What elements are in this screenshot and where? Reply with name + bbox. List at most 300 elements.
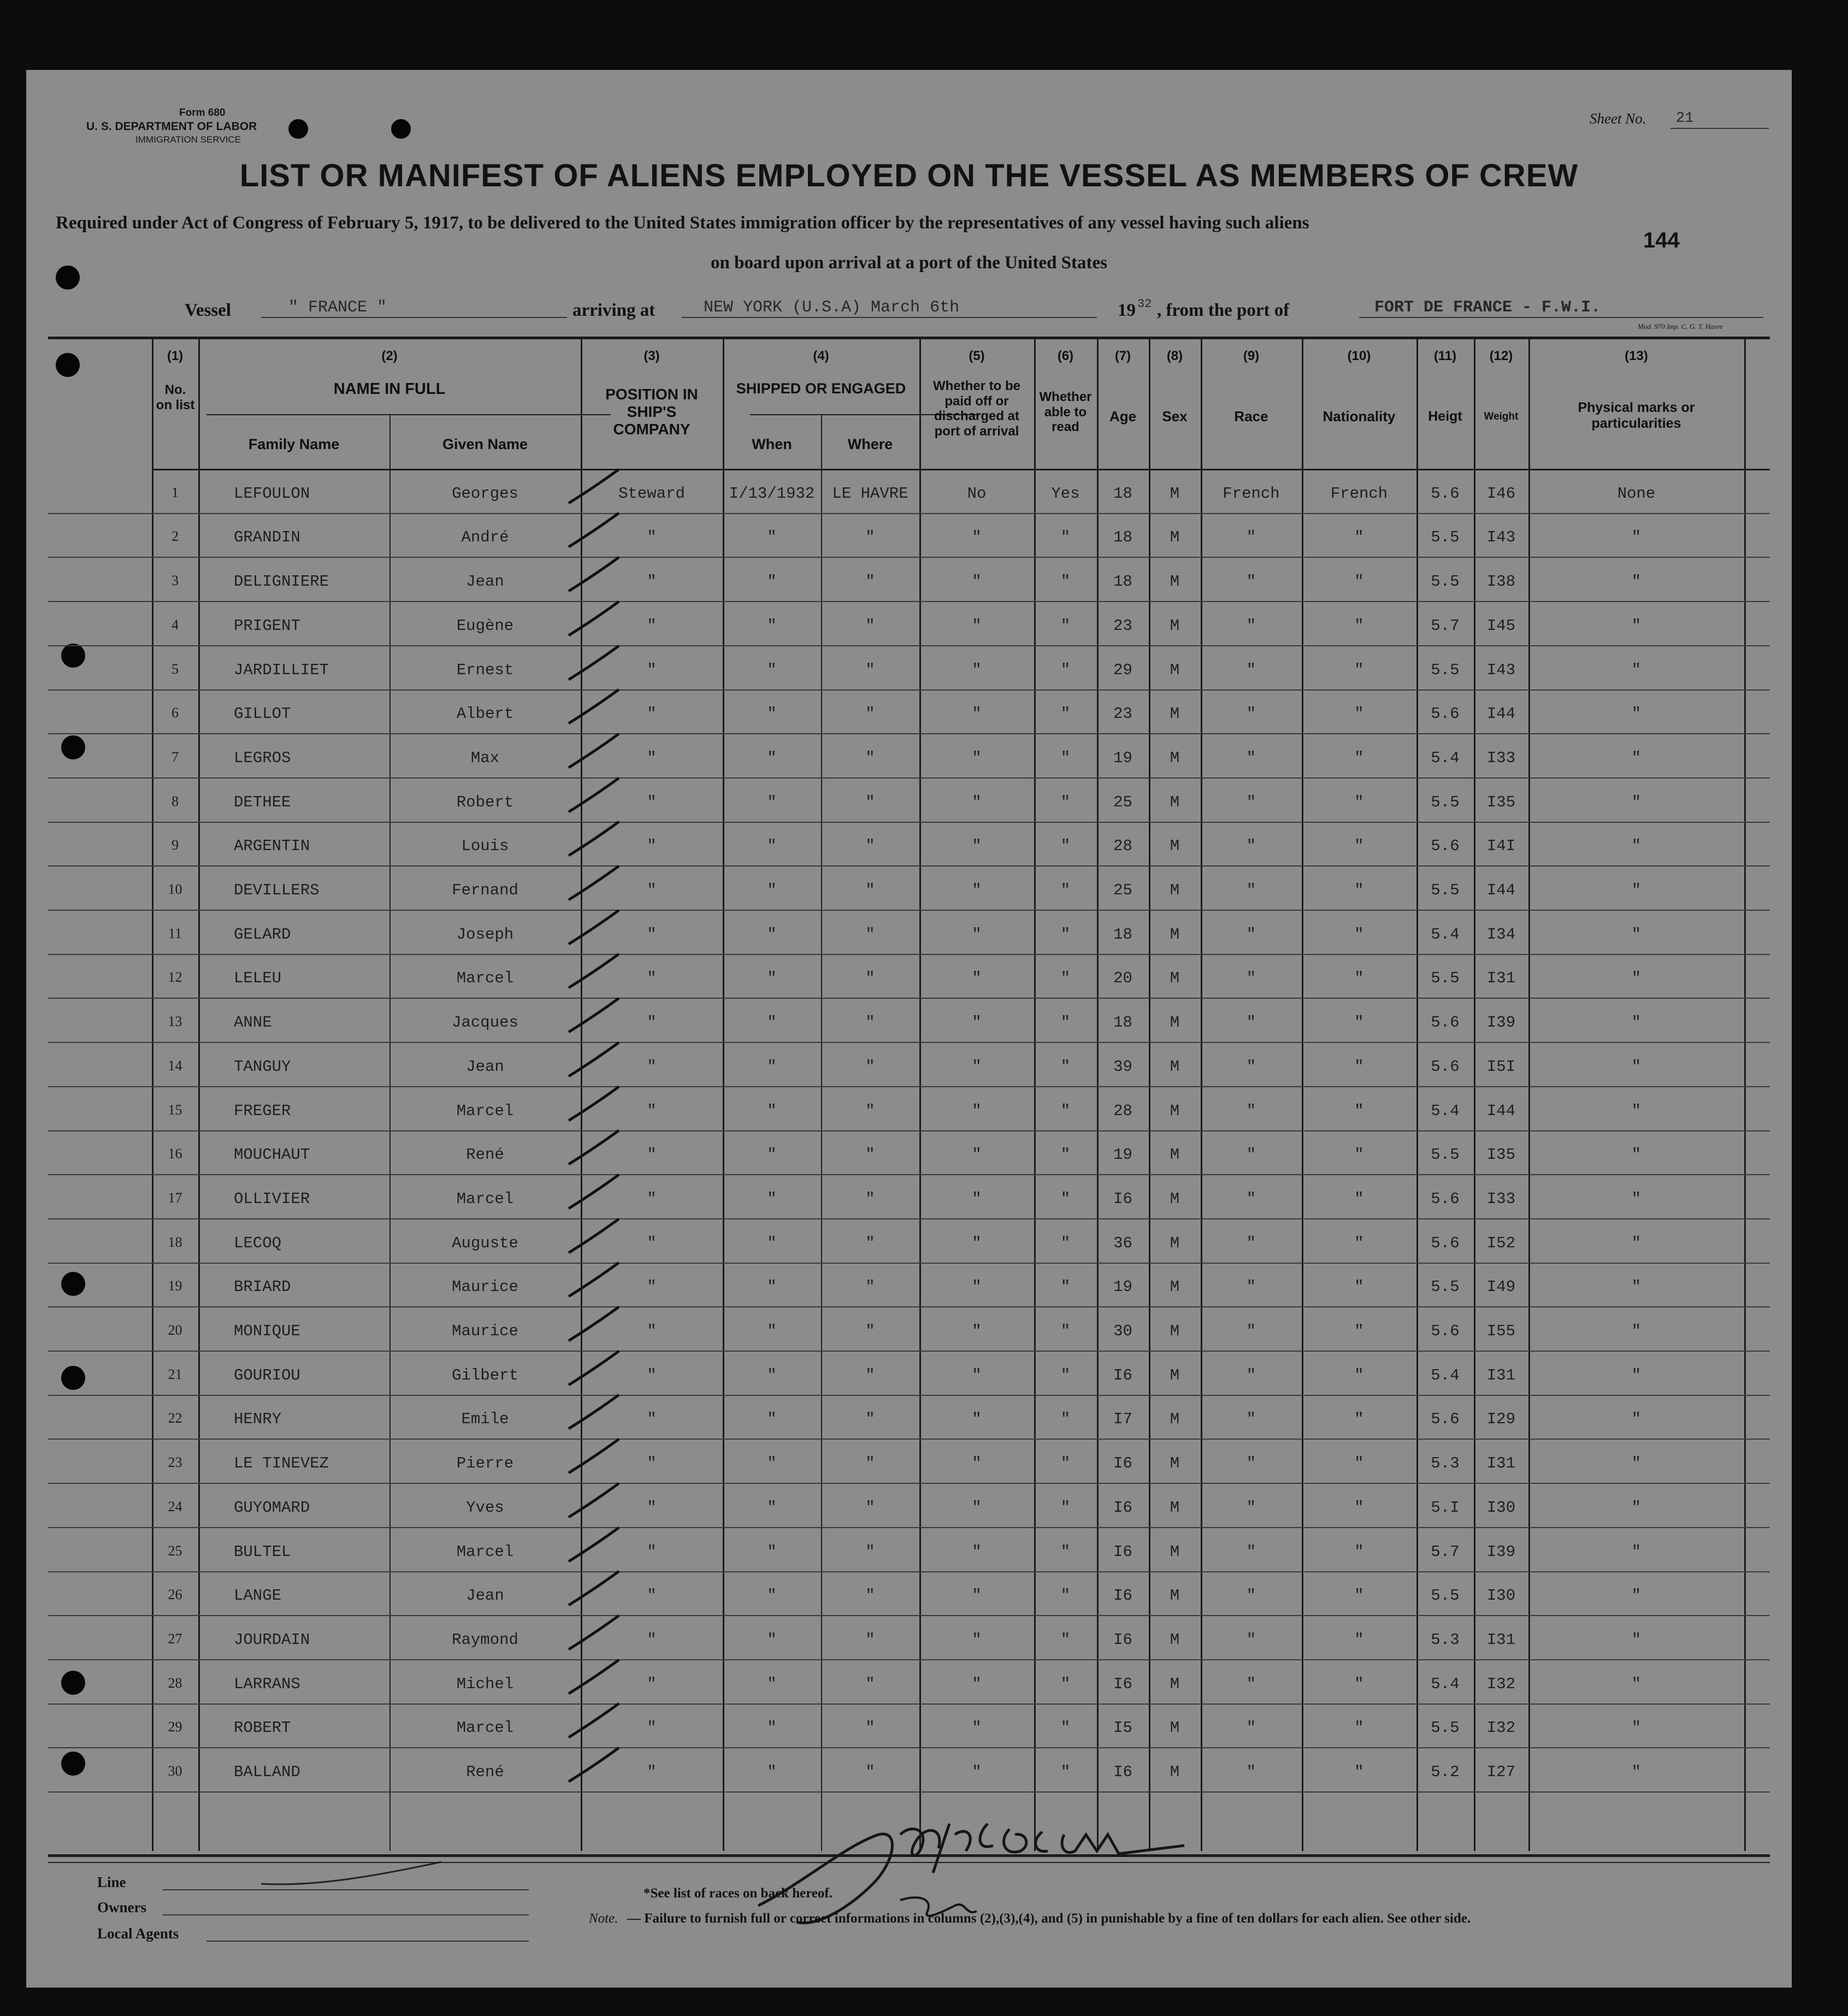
row-height: 5.5 xyxy=(1431,1278,1460,1296)
row-where: " xyxy=(865,837,875,856)
row-nationality: " xyxy=(1354,1189,1364,1208)
row-position: " xyxy=(647,1454,657,1473)
row-where: " xyxy=(865,1234,875,1252)
row-read: " xyxy=(1060,1146,1071,1164)
row-age: 39 xyxy=(1113,1057,1132,1076)
row-family: LECOQ xyxy=(234,1234,282,1252)
row-read: " xyxy=(1060,1630,1071,1649)
col-divider xyxy=(1744,338,1746,1851)
row-divider xyxy=(48,689,1770,691)
row-position: " xyxy=(647,1410,657,1429)
row-where: " xyxy=(865,1542,875,1561)
row-paid: " xyxy=(972,1454,982,1473)
row-family: PRIGENT xyxy=(234,616,300,635)
row-divider xyxy=(48,910,1770,911)
row-sex: M xyxy=(1170,1234,1180,1252)
check-mark-icon xyxy=(564,1258,624,1302)
row-sex: M xyxy=(1170,661,1180,679)
row-family: MONIQUE xyxy=(234,1322,300,1340)
row-read: " xyxy=(1060,1763,1071,1781)
row-age: 28 xyxy=(1113,837,1132,856)
row-age: I6 xyxy=(1113,1189,1132,1208)
row-when: " xyxy=(767,1498,777,1517)
service-name: IMMIGRATION SERVICE xyxy=(135,134,241,145)
row-paid: " xyxy=(972,1366,982,1384)
check-mark-icon xyxy=(564,774,624,817)
row-race: " xyxy=(1246,1101,1256,1120)
row-read: " xyxy=(1060,705,1071,723)
check-mark-icon xyxy=(564,1215,624,1258)
row-sex: M xyxy=(1170,925,1180,944)
row-divider xyxy=(48,1703,1770,1705)
row-race: " xyxy=(1246,1587,1256,1605)
row-n: 11 xyxy=(168,925,182,941)
row-paid: " xyxy=(972,837,982,856)
row-n: 21 xyxy=(168,1366,182,1382)
row-race: " xyxy=(1246,969,1256,988)
row-family: GELARD xyxy=(234,925,291,944)
row-read: " xyxy=(1060,616,1071,635)
row-where: " xyxy=(865,881,875,899)
row-race: " xyxy=(1246,661,1256,679)
row-where: " xyxy=(865,1675,875,1693)
row-height: 5.4 xyxy=(1431,1101,1460,1120)
row-family: TANGUY xyxy=(234,1057,291,1076)
row-paid: " xyxy=(972,1587,982,1605)
arriving-port-line xyxy=(682,317,1097,318)
row-height: 5.6 xyxy=(1431,837,1460,856)
row-age: I7 xyxy=(1113,1410,1132,1429)
row-paid: " xyxy=(972,1410,982,1429)
row-where: " xyxy=(865,1013,875,1032)
col5-number: (5) xyxy=(969,349,985,363)
row-race: " xyxy=(1246,1322,1256,1340)
row-race: " xyxy=(1246,1057,1256,1076)
check-mark-icon xyxy=(564,1390,624,1434)
row-age: 18 xyxy=(1113,925,1132,944)
row-height: 5.7 xyxy=(1431,1542,1460,1561)
row-when: " xyxy=(767,1234,777,1252)
row-where: " xyxy=(865,1587,875,1605)
row-family: LE TINEVEZ xyxy=(234,1454,329,1473)
row-where: " xyxy=(865,528,875,547)
row-nationality: " xyxy=(1354,1101,1364,1120)
row-n: 20 xyxy=(168,1322,182,1338)
row-nationality: " xyxy=(1354,1763,1364,1781)
row-sex: M xyxy=(1170,1322,1180,1340)
row-weight: I32 xyxy=(1486,1675,1516,1693)
row-marks: " xyxy=(1631,969,1642,988)
row-height: 5.4 xyxy=(1431,1366,1460,1384)
subtitle-line-2: on board upon arrival at a port of the United States xyxy=(710,253,1108,273)
row-paid: " xyxy=(972,793,982,811)
row-position: " xyxy=(647,1146,657,1164)
row-nationality: " xyxy=(1354,1410,1364,1429)
row-height: 5.I xyxy=(1431,1498,1460,1517)
row-nationality: " xyxy=(1354,793,1364,811)
row-nationality: " xyxy=(1354,661,1364,679)
row-when: " xyxy=(767,1057,777,1076)
row-read: " xyxy=(1060,1057,1071,1076)
row-when: " xyxy=(767,1410,777,1429)
row-nationality: " xyxy=(1354,573,1364,591)
row-given: Raymond xyxy=(452,1630,518,1649)
row-family: LELEU xyxy=(234,969,282,988)
given-name-header: Given Name xyxy=(442,436,528,452)
row-race: " xyxy=(1246,748,1256,767)
row-nationality: " xyxy=(1354,1542,1364,1561)
row-race: " xyxy=(1246,925,1256,944)
row-weight: I43 xyxy=(1486,528,1516,547)
row-weight: I29 xyxy=(1486,1410,1516,1429)
row-paid: " xyxy=(972,1498,982,1517)
row-given: Marcel xyxy=(456,969,514,988)
row-weight: I49 xyxy=(1486,1278,1516,1296)
height-header: Heigt xyxy=(1428,409,1462,424)
row-height: 5.5 xyxy=(1431,573,1460,591)
row-race: " xyxy=(1246,1146,1256,1164)
row-marks: " xyxy=(1631,1719,1642,1737)
row-paid: " xyxy=(972,1542,982,1561)
row-position: " xyxy=(647,528,657,547)
col11-number: (11) xyxy=(1433,349,1457,363)
row-age: I5 xyxy=(1113,1719,1132,1737)
row-paid: " xyxy=(972,1057,982,1076)
check-mark-icon xyxy=(564,685,624,729)
row-marks: " xyxy=(1631,573,1642,591)
row-paid: " xyxy=(972,1189,982,1208)
row-given: Maurice xyxy=(452,1322,518,1340)
nationality-header: Nationality xyxy=(1322,408,1396,425)
row-read: " xyxy=(1060,969,1071,988)
row-paid: " xyxy=(972,616,982,635)
punch-hole xyxy=(56,353,80,377)
check-mark-icon xyxy=(564,1699,624,1743)
row-sex: M xyxy=(1170,748,1180,767)
row-age: 25 xyxy=(1113,881,1132,899)
row-age: I6 xyxy=(1113,1366,1132,1384)
row-race: " xyxy=(1246,1630,1256,1649)
row-age: I6 xyxy=(1113,1675,1132,1693)
row-read: " xyxy=(1060,1587,1071,1605)
col-divider xyxy=(1302,338,1303,1851)
row-n: 24 xyxy=(168,1498,182,1514)
row-paid: " xyxy=(972,573,982,591)
row-paid: No xyxy=(967,484,987,503)
check-mark-icon xyxy=(564,1611,624,1655)
row-sex: M xyxy=(1170,1057,1180,1076)
row-n: 26 xyxy=(168,1587,182,1603)
row-divider xyxy=(48,601,1770,602)
row-age: 19 xyxy=(1113,1278,1132,1296)
row-family: DELIGNIERE xyxy=(234,573,329,591)
col-divider xyxy=(1474,338,1475,1851)
row-divider xyxy=(48,1130,1770,1131)
col2-label: NAME IN FULL xyxy=(333,380,446,398)
row-paid: " xyxy=(972,1101,982,1120)
col-divider xyxy=(723,338,724,1851)
row-when: " xyxy=(767,1719,777,1737)
row-sex: M xyxy=(1170,528,1180,547)
row-race: " xyxy=(1246,1498,1256,1517)
row-position: " xyxy=(647,1587,657,1605)
row-nationality: " xyxy=(1354,1719,1364,1737)
check-mark-icon xyxy=(564,950,624,993)
row-read: " xyxy=(1060,573,1071,591)
row-nationality: " xyxy=(1354,1146,1364,1164)
row-position: " xyxy=(647,1189,657,1208)
row-weight: I30 xyxy=(1486,1498,1516,1517)
row-when: " xyxy=(767,616,777,635)
row-marks: " xyxy=(1631,1763,1642,1781)
punch-hole xyxy=(61,1272,85,1296)
row-marks: " xyxy=(1631,1057,1642,1076)
check-mark-icon xyxy=(564,1479,624,1523)
row-race: " xyxy=(1246,1542,1256,1561)
row-nationality: " xyxy=(1354,1322,1364,1340)
row-marks: " xyxy=(1631,1410,1642,1429)
row-family: ARGENTIN xyxy=(234,837,310,856)
row-marks: " xyxy=(1631,925,1642,944)
row-read: " xyxy=(1060,1278,1071,1296)
row-when: " xyxy=(767,573,777,591)
row-read: " xyxy=(1060,1410,1071,1429)
row-where: " xyxy=(865,793,875,811)
row-read: " xyxy=(1060,1498,1071,1517)
row-weight: I39 xyxy=(1486,1542,1516,1561)
row-weight: I32 xyxy=(1486,1719,1516,1737)
row-n: 17 xyxy=(168,1189,182,1206)
check-mark-icon xyxy=(564,1347,624,1390)
row-weight: I31 xyxy=(1486,969,1516,988)
row-read: " xyxy=(1060,1322,1071,1340)
row-paid: " xyxy=(972,528,982,547)
row-when: " xyxy=(767,837,777,856)
row-sex: M xyxy=(1170,1675,1180,1693)
row-age: 19 xyxy=(1113,748,1132,767)
row-read: " xyxy=(1060,1013,1071,1032)
row-weight: I31 xyxy=(1486,1454,1516,1473)
row-given: Pierre xyxy=(456,1454,514,1473)
row-family: BULTEL xyxy=(234,1542,291,1561)
row-marks: " xyxy=(1631,881,1642,899)
row-nationality: " xyxy=(1354,1498,1364,1517)
check-mark-icon xyxy=(564,1567,624,1611)
row-when: " xyxy=(767,1675,777,1693)
row-when: " xyxy=(767,1630,777,1649)
row-marks: " xyxy=(1631,1234,1642,1252)
arriving-label: arriving at xyxy=(572,300,656,320)
row-sex: M xyxy=(1170,1630,1180,1649)
row-given: Jean xyxy=(466,573,504,591)
check-mark-icon xyxy=(564,465,624,509)
row-position: " xyxy=(647,925,657,944)
row-marks: " xyxy=(1631,1675,1642,1693)
check-mark-icon xyxy=(564,1523,624,1567)
note-label: Note. xyxy=(589,1911,618,1926)
row-family: GILLOT xyxy=(234,705,291,723)
from-port: FORT DE FRANCE - F.W.I. xyxy=(1374,298,1601,317)
row-n: 25 xyxy=(168,1542,182,1559)
row-divider xyxy=(48,1042,1770,1043)
row-read: " xyxy=(1060,1101,1071,1120)
row-sex: M xyxy=(1170,1498,1180,1517)
row-sex: M xyxy=(1170,1013,1180,1032)
paid-off-header: Whether to be paid off or discharged at port of arrival xyxy=(933,379,1020,439)
row-age: 36 xyxy=(1113,1234,1132,1252)
row-paid: " xyxy=(972,1719,982,1737)
row-sex: M xyxy=(1170,1278,1180,1296)
manifest-sheet xyxy=(26,70,1792,1988)
marks-header: Physical marks or particularities xyxy=(1578,400,1695,431)
row-nationality: " xyxy=(1354,1454,1364,1473)
row-age: I6 xyxy=(1113,1542,1132,1561)
row-family: LANGE xyxy=(234,1587,282,1605)
row-n: 23 xyxy=(168,1454,182,1471)
arriving-port: NEW YORK (U.S.A) March 6th xyxy=(704,298,960,317)
row-n: 30 xyxy=(168,1763,182,1779)
row-divider xyxy=(48,1351,1770,1352)
row-family: GRANDIN xyxy=(234,528,300,547)
row-paid: " xyxy=(972,1322,982,1340)
row-nationality: " xyxy=(1354,925,1364,944)
row-divider xyxy=(48,1527,1770,1528)
position-header: POSITION IN SHIP'S COMPANY xyxy=(605,386,698,438)
row-weight: I46 xyxy=(1486,484,1516,503)
row-marks: " xyxy=(1631,1366,1642,1384)
read-header: Whether able to read xyxy=(1039,390,1092,435)
row-nationality: " xyxy=(1354,1630,1364,1649)
row-weight: I45 xyxy=(1486,616,1516,635)
row-read: " xyxy=(1060,661,1071,679)
check-mark-icon xyxy=(564,994,624,1038)
row-divider xyxy=(48,557,1770,558)
row-weight: I5I xyxy=(1486,1057,1516,1076)
row-weight: I43 xyxy=(1486,661,1516,679)
row-when: " xyxy=(767,881,777,899)
row-age: 25 xyxy=(1113,793,1132,811)
row-weight: I30 xyxy=(1486,1587,1516,1605)
header-bottom-line xyxy=(152,469,1770,470)
races-note: *See list of races on back hereof. xyxy=(643,1886,833,1901)
row-position: " xyxy=(647,748,657,767)
check-mark-icon xyxy=(564,862,624,905)
row-n: 7 xyxy=(172,748,179,765)
row-given: René xyxy=(466,1763,504,1781)
row-race: " xyxy=(1246,837,1256,856)
row-height: 5.6 xyxy=(1431,1013,1460,1032)
row-race: " xyxy=(1246,793,1256,811)
row-age: 28 xyxy=(1113,1101,1132,1120)
row-position: " xyxy=(647,1234,657,1252)
local-agents-label: Local Agents xyxy=(97,1925,179,1942)
row-divider xyxy=(48,954,1770,955)
row-family: GUYOMARD xyxy=(234,1498,310,1517)
row-race: " xyxy=(1246,1763,1256,1781)
row-position: " xyxy=(647,837,657,856)
punch-hole xyxy=(288,119,308,139)
row-read: " xyxy=(1060,1189,1071,1208)
row-sex: M xyxy=(1170,1542,1180,1561)
weight-header: Weight xyxy=(1484,411,1519,422)
row-when: " xyxy=(767,1587,777,1605)
row-age: I6 xyxy=(1113,1763,1132,1781)
row-position: " xyxy=(647,573,657,591)
row-when: " xyxy=(767,1763,777,1781)
row-height: 5.5 xyxy=(1431,969,1460,988)
from-port-label: , from the port of xyxy=(1157,300,1290,320)
row-paid: " xyxy=(972,1234,982,1252)
row-sex: M xyxy=(1170,793,1180,811)
row-age: 18 xyxy=(1113,1013,1132,1032)
row-marks: " xyxy=(1631,748,1642,767)
row-n: 15 xyxy=(168,1101,182,1118)
row-n: 28 xyxy=(168,1675,182,1691)
row-family: LARRANS xyxy=(234,1675,300,1693)
row-sex: M xyxy=(1170,1146,1180,1164)
row-given: Robert xyxy=(456,793,514,811)
row-when: " xyxy=(767,969,777,988)
row-family: HENRY xyxy=(234,1410,282,1429)
row-paid: " xyxy=(972,969,982,988)
row-divider xyxy=(48,1615,1770,1616)
from-port-line xyxy=(1359,317,1763,318)
row-height: 5.7 xyxy=(1431,616,1460,635)
row-when: " xyxy=(767,661,777,679)
row-where: " xyxy=(865,1454,875,1473)
row-position: " xyxy=(647,705,657,723)
row-nationality: " xyxy=(1354,1278,1364,1296)
check-mark-icon xyxy=(564,597,624,641)
row-paid: " xyxy=(972,1278,982,1296)
sheet-number-line xyxy=(1670,128,1769,129)
row-n: 14 xyxy=(168,1057,182,1074)
row-nationality: " xyxy=(1354,748,1364,767)
row-given: André xyxy=(461,528,509,547)
row-n: 3 xyxy=(172,573,179,589)
row-marks: " xyxy=(1631,1013,1642,1032)
row-race: " xyxy=(1246,1189,1256,1208)
row-position: " xyxy=(647,1101,657,1120)
row-height: 5.5 xyxy=(1431,793,1460,811)
col-divider xyxy=(919,338,921,1851)
row-position: " xyxy=(647,1322,657,1340)
punch-hole xyxy=(61,735,85,759)
pen-stroke xyxy=(256,1851,452,1900)
row-where: " xyxy=(865,1057,875,1076)
row-family: JARDILLIET xyxy=(234,661,329,679)
row-family: FREGER xyxy=(234,1101,291,1120)
row-where: LE HAVRE xyxy=(832,484,908,503)
punch-hole xyxy=(61,1752,85,1776)
row-height: 5.6 xyxy=(1431,1234,1460,1252)
row-age: 23 xyxy=(1113,705,1132,723)
row-where: " xyxy=(865,1189,875,1208)
row-nationality: " xyxy=(1354,1057,1364,1076)
row-age: 29 xyxy=(1113,661,1132,679)
row-nationality: " xyxy=(1354,1366,1364,1384)
year-suffix: 32 xyxy=(1137,297,1152,311)
row-nationality: " xyxy=(1354,705,1364,723)
row-divider xyxy=(48,777,1770,779)
row-sex: M xyxy=(1170,1101,1180,1120)
row-paid: " xyxy=(972,1763,982,1781)
col13-number: (13) xyxy=(1625,349,1648,363)
row-divider xyxy=(48,1263,1770,1264)
sheet-label: Sheet No. xyxy=(1590,110,1646,127)
row-divider xyxy=(48,645,1770,646)
row-read: " xyxy=(1060,793,1071,811)
